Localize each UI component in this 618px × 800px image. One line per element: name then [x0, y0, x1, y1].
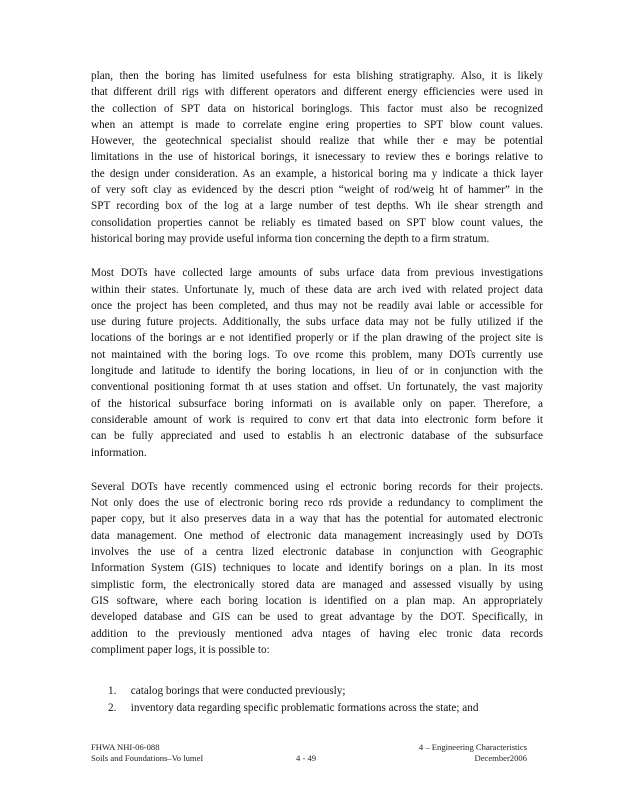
- paragraph-line: within their states. Unfortunate ly, much of these data are arch ived with related project data: [91, 283, 543, 296]
- footer-report-number: FHWA NHI-06-088: [91, 742, 160, 752]
- page-footer: [91, 742, 527, 763]
- paragraph-line: consolidation properties cannot be reliably es timated based on SPT blow count values, the: [91, 216, 543, 229]
- paragraph-line: use during future projects. Additionally, the subs urface data may not be fully utilized if the: [91, 316, 543, 329]
- list-item: [108, 700, 528, 717]
- paragraph-line: limitations in the use of historical borings, it isnecessary to review thes e borings relative to: [91, 151, 543, 164]
- paragraph-line: Information System (GIS) techniques to locate and identify borings on a plan. In its most: [91, 562, 543, 575]
- paragraph-line: Not only does the use of electronic boring reco rds provide a redundancy to compliment the: [91, 497, 543, 510]
- paragraph-line: Most DOTs have collected large amounts of subs urface data from previous investigations: [91, 267, 543, 280]
- paragraph-line: conventional positioning format th at uses station and offset. Un fortunately, the vast majority: [91, 381, 543, 394]
- paragraph-line: However, the geotechnical specialist should realize that while ther e may be potential: [91, 135, 543, 148]
- body-text: [91, 68, 543, 676]
- footer-chapter-title: 4 – Engineering Characteristics: [418, 742, 527, 752]
- list-item: [108, 683, 528, 700]
- paragraph-line: Several DOTs have recently commenced using el ectronic boring records for their projects.: [91, 480, 543, 493]
- list-item-number: 1.: [108, 685, 117, 697]
- paragraph-line: when an attempt is made to correlate engine ering properties to SPT blow count values.: [91, 118, 543, 131]
- footer-page-number: 4 - 49: [296, 752, 317, 763]
- paragraph-line: paper copy, but it also preserves data in a way that has the potential for automated electronic: [91, 513, 543, 526]
- paragraph-line: historical boring may provide useful informa tion concerning the depth to a firm stratum.: [91, 232, 490, 245]
- paragraph-line: the collection of SPT data on historical boringlogs. This factor must also be recognized: [91, 102, 543, 115]
- paragraph-line: simplistic form, the electronically stored data are managed and assessed visually by using: [91, 578, 543, 591]
- paragraph-line: of very soft clay as evidenced by the descri ption “weight of rod/weig ht of hammer” in the: [91, 184, 543, 197]
- list-item-number: 2.: [108, 702, 117, 714]
- paragraph-line: longitude and latitude to identify the boring locations, in lieu of or in conjunction with the: [91, 365, 543, 378]
- paragraph-line: compliment paper logs, it is possible to:: [91, 643, 270, 656]
- paragraph-line: once the project has been completed, and thus may not be readily avai lable or accessible for: [91, 299, 543, 312]
- paragraph-line: GIS software, where each boring location is identified on a plan map. An appropriately: [91, 594, 543, 607]
- footer-manual-title: Soils and Foundations–Vo lumeI: [91, 752, 204, 763]
- paragraph-line: SPT recording box of the log at a large number of test depths. Wh ile shear strength and: [91, 200, 543, 213]
- footer-date: December2006: [474, 752, 527, 763]
- paragraph-line: can be fully appreciated and used to establis h an electronic database of the subsurface: [91, 430, 543, 443]
- paragraph-line: the design under consideration. As an example, a historical boring ma y indicate a thick layer: [91, 167, 543, 180]
- paragraph-line: data management. One method of electronic data management increasingly used by DOTs: [91, 529, 543, 542]
- paragraph-line: developed database and GIS can be used to great advantage by the DOT. Specifically, in: [91, 611, 543, 624]
- paragraph-line: locations of the borings ar e not identified properly or if the plan drawing of the project site is: [91, 332, 543, 345]
- numbered-list: [108, 683, 528, 717]
- paragraph: [91, 68, 543, 247]
- list-item-text: inventory data regarding specific problematic formations across the state; and: [130, 702, 479, 714]
- paragraph-line: of the historical subsurface boring informati on is available only on paper. Therefore, a: [91, 397, 543, 410]
- paragraph-line: addition to the previously mentioned adva ntages of having elec tronic data records: [91, 627, 543, 640]
- paragraph-line: involves the use of a centra lized electronic database in conjunction with Geographic: [91, 546, 543, 559]
- paragraph-line: considerable amount of work is required to conv ert that data into electronic form before it: [91, 413, 543, 426]
- list-item-text: catalog borings that were conducted previously;: [130, 685, 346, 697]
- paragraph: [91, 479, 543, 658]
- paragraph-line: information.: [91, 446, 147, 459]
- paragraph-line: plan, then the boring has limited usefulness for esta blishing stratigraphy. Also, it is likely: [91, 70, 543, 82]
- paragraph: [91, 265, 543, 461]
- paragraph-line: that different drill rigs with different operators and different energy efficiencies were used in: [91, 86, 543, 99]
- paragraph-line: not maintained with the boring logs. To ove rcome this problem, many DOTs currently use: [91, 348, 543, 361]
